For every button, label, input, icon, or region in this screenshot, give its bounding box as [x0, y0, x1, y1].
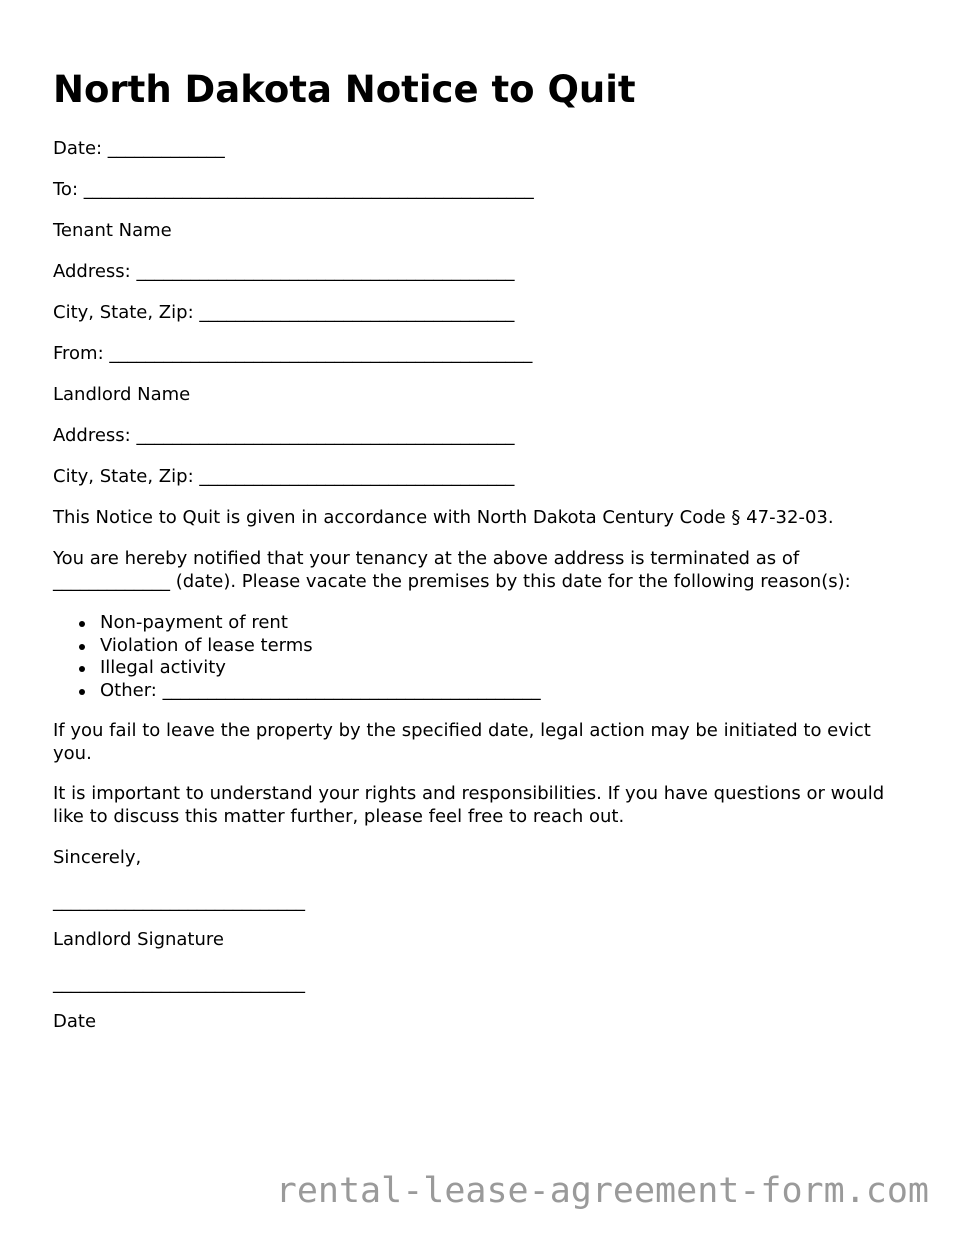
page-title: North Dakota Notice to Quit — [53, 68, 636, 111]
tenant-name-label: Tenant Name — [53, 220, 172, 241]
legal-action-paragraph: If you fail to leave the property by the specified date, legal action may be initiated to evict you. — [53, 720, 871, 764]
date-signature-line: ____________________________ — [53, 973, 305, 994]
landlord-city-state-zip-field: City, State, Zip: ___________________________________ — [53, 466, 515, 487]
signature-line: ____________________________ — [53, 891, 305, 912]
to-field: To: __________________________________________________ — [53, 179, 534, 200]
statute-paragraph: This Notice to Quit is given in accordance with North Dakota Century Code § 47-32-03. — [53, 507, 834, 528]
termination-paragraph: You are hereby notified that your tenancy at the above address is terminated as of _____________ (date). Please vacate the premises by this date for the following reason(s): — [53, 548, 851, 592]
tenant-address-field: Address: __________________________________________ — [53, 261, 515, 282]
list-item: Illegal activity — [100, 657, 541, 680]
list-item: Violation of lease terms — [100, 635, 541, 658]
date-field: Date: _____________ — [53, 138, 225, 159]
reasons-list — [53, 612, 541, 702]
tenant-city-state-zip-field: City, State, Zip: ___________________________________ — [53, 302, 515, 323]
landlord-address-field: Address: __________________________________________ — [53, 425, 515, 446]
from-field: From: _______________________________________________ — [53, 343, 533, 364]
landlord-name-label: Landlord Name — [53, 384, 191, 405]
closing-sincerely: Sincerely, — [53, 847, 142, 868]
list-item: Other: __________________________________________ — [100, 679, 541, 701]
list-item: Non-payment of rent — [100, 612, 541, 635]
site-watermark: rental-lease-agreement-form.com — [275, 1171, 929, 1211]
rights-paragraph: It is important to understand your rights and responsibilities. If you have questions or would like to discuss this matter further, please feel free to reach out. — [53, 783, 885, 827]
date-label: Date — [53, 1011, 97, 1032]
signature-label: Landlord Signature — [53, 929, 224, 950]
